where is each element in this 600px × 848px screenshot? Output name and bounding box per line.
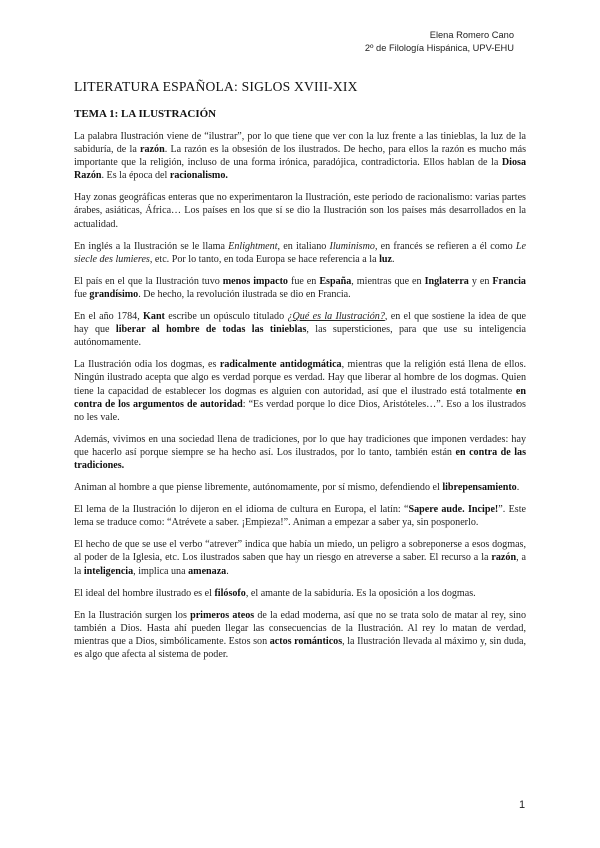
italic-text: Iluminismo: [329, 240, 375, 252]
text-run: . La razón es la obsesión de los ilustrados. De hecho, para ellos la razón es mucho más importante que la religión, incluso de una forma irónica, paradójica, contradictoria. Ellos hablan de la: [74, 144, 526, 169]
text-run: , en el que sostiene la idea de que hay que: [74, 311, 527, 336]
document-body: [74, 79, 526, 670]
text-run: En el año 1784,: [74, 311, 144, 323]
bold-text: inteligencia: [83, 565, 134, 577]
paragraph: [74, 240, 526, 266]
text-run: .: [392, 253, 395, 265]
bold-text: filósofo: [214, 587, 246, 599]
bold-text: grandísimo: [89, 288, 139, 300]
bold-text: Francia: [492, 275, 526, 287]
text-run: El ideal del hombre ilustrado es el: [74, 587, 215, 599]
text-run: Animan al hombre a que piense libremente, autónomamente, por sí mismo, defendiendo el: [74, 482, 443, 494]
text-run: fue: [74, 288, 90, 300]
text-run: Hay zonas geográficas enteras que no experimentaron la Ilustración, este periodo de racionalismo: varias partes árabes, asiáticas, África… Los países en los que sí se dio la Ilustración son los países más desarrollados en la actualidad.: [74, 192, 526, 230]
bold-text: Diosa Razón: [74, 157, 526, 182]
bold-text: en contra de los argumentos de autoridad: [74, 385, 526, 410]
paragraph: [74, 130, 526, 182]
text-run: : “Es verdad porque lo dice Dios, Aristóteles…”. Eso a los ilustrados no les vale.: [74, 398, 526, 423]
text-run: , el amante de la sabiduría. Es la oposición a los dogmas.: [245, 587, 476, 599]
text-run: En la Ilustración surgen los: [74, 609, 191, 621]
bold-text: en contra de las tradiciones.: [74, 446, 526, 471]
text-run: , las supersticiones, para que use su inteligencia autónomamente.: [74, 324, 526, 349]
text-run: . De hecho, la revolución ilustrada se dio en Francia.: [138, 288, 351, 300]
bold-text: librepensamiento: [442, 482, 517, 494]
page-header: [365, 29, 514, 55]
paragraph: [74, 609, 526, 661]
text-run: El país en el que la Ilustración tuvo: [74, 275, 223, 287]
paragraph: [74, 310, 526, 349]
text-run: , etc. Por lo tanto, en toda Europa se hace referencia a la: [149, 253, 380, 265]
text-run: , en francés se refieren a él como: [374, 240, 516, 252]
text-run: El lema de la Ilustración lo dijeron en el idioma de cultura en Europa, el latín: “: [74, 504, 409, 516]
text-run: . Es la época del: [101, 170, 170, 182]
bold-text: razón: [140, 144, 165, 156]
text-run: La Ilustración odia los dogmas, es: [74, 359, 220, 371]
text-run: La palabra Ilustración viene de “ilustrar”, por lo que tiene que ver con la luz frente a las tinieblas, la luz de la sabiduría, de la: [74, 131, 526, 156]
paragraph: [74, 587, 526, 600]
text-run: , la Ilustración llevada al máximo y, sin duda, es algo que afecta al sistema de poder.: [74, 635, 526, 660]
section-title: TEMA 1: LA ILUSTRACIÓN: [74, 108, 217, 120]
paragraph: [74, 191, 526, 230]
text-run: , a la: [74, 552, 526, 577]
text-run: escribe un opúsculo titulado: [164, 311, 288, 323]
text-run: fue en: [287, 275, 320, 287]
bold-text: radicalmente antidogmática: [219, 359, 342, 371]
bold-text: actos románticos: [269, 635, 343, 647]
italic-text: ¿Qué es la Ilustración?: [287, 311, 385, 323]
bold-text: España: [319, 275, 352, 287]
paragraph-list: [74, 130, 526, 661]
italic-text: Enlightment: [228, 240, 278, 252]
bold-text: Inglaterra: [424, 275, 469, 287]
text-run: y en: [468, 275, 493, 287]
page-number: 1: [519, 799, 526, 811]
text-run: , mientras que en: [351, 275, 425, 287]
text-run: .: [226, 565, 229, 577]
text-run: , en italiano: [277, 240, 330, 252]
bold-text: racionalismo.: [169, 170, 228, 182]
text-run: El hecho de que se use el verbo “atrever” indica que había un miedo, un peligro a sobreponerse a esos dogmas, al poder de la Iglesia, etc. Los ilustrados saben que hay un riesgo en atreverse a saber. El recurso a la: [74, 539, 526, 564]
bold-text: menos impacto: [222, 275, 288, 287]
paragraph: [74, 481, 526, 494]
text-run: Además, vivimos en una sociedad llena de tradiciones, por lo que hay tradiciones que imponen verdades: hay que hacerlo así porque siempre se ha hecho así. Los ilustrados, por lo tanto, también están: [74, 433, 526, 458]
italic-text: Le siecle des lumieres: [74, 240, 526, 265]
course-info: 2º de Filología Hispánica, UPV-EHU: [364, 43, 514, 54]
document-title: LITERATURA ESPAÑOLA: SIGLOS XVIII-XIX: [74, 79, 358, 94]
text-run: ”. Este lema se traduce como: “Atrévete a saber. ¡Empieza!”. Animan a empezar a saber ya, sin posponerlo.: [74, 504, 527, 529]
bold-text: luz: [379, 253, 393, 265]
bold-text: primeros ateos: [190, 609, 255, 621]
paragraph: [74, 358, 526, 423]
bold-text: amenaza: [188, 565, 227, 577]
paragraph: [74, 433, 526, 472]
text-run: , implica una: [133, 565, 189, 577]
paragraph: [74, 538, 526, 577]
bold-text: razón: [491, 552, 517, 564]
text-run: En inglés a la Ilustración se le llama: [74, 240, 229, 252]
paragraph: [74, 503, 526, 529]
author-name: Elena Romero Cano: [429, 30, 514, 40]
bold-text: liberar al hombre de todas las tinieblas: [115, 324, 307, 336]
text-run: de la edad moderna, así que no se trata solo de matar al rey, sino también a Dios. Hasta ahí pueden llegar las consecuencias de la Ilustración. Al rey lo matan de verdad, mientras que a Dios, simbólicamente. Estos son: [74, 609, 526, 647]
bold-text: Sapere aude. Incipe!: [408, 504, 499, 516]
text-run: .: [516, 482, 520, 494]
paragraph: [74, 275, 526, 301]
text-run: , mientras que la religión está llena de ellos. Ningún ilustrado acepta que algo es verdad porque es verdad. Hay que liberar al hombre de los dogmas. Quien tiene la capacidad de establecer los dogmas es alguien con autoridad, así que el ilustrado está totalmente: [74, 359, 526, 397]
bold-text: Kant: [143, 311, 165, 323]
